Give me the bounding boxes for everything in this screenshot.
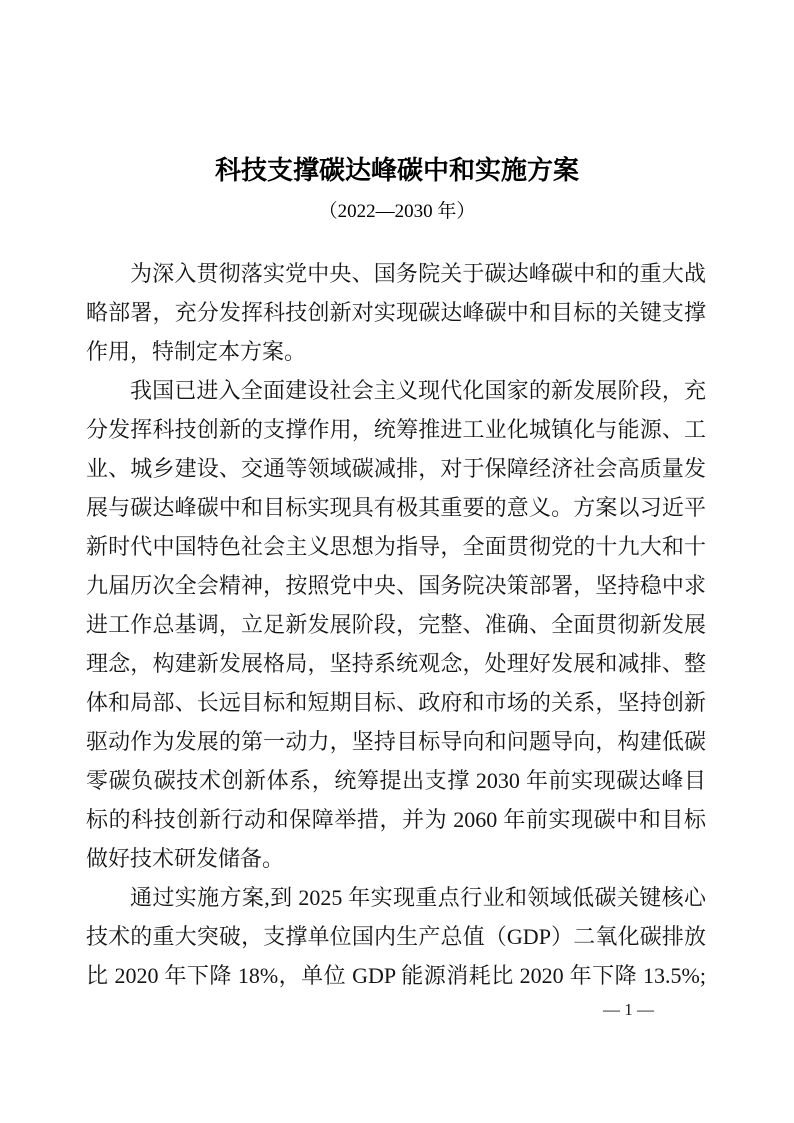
body-line: 标的科技创新行动和保障举措，并为 2060 年前实现碳中和目标 [86,807,706,832]
body-line: 为深入贯彻落实党中央、国务院关于碳达峰碳中和的重大战 [130,261,706,286]
body-line: 九届历次全会精神，按照党中央、国务院决策部署，坚持稳中求 [86,573,706,598]
body-line: 新时代中国特色社会主义思想为指导，全面贯彻党的十九大和十 [86,534,706,559]
paragraph [86,878,706,995]
body-line: 体和局部、长远目标和短期目标、政府和市场的关系，坚持创新 [86,690,706,715]
body-line: 分发挥科技创新的支撑作用，统筹推进工业化城镇化与能源、工 [86,417,706,442]
body-line: 比 2020 年下降 18%，单位 GDP 能源消耗比 2020 年下降 13.5%; [86,963,706,988]
document-body [86,254,706,995]
document-subtitle: （2022—2030 年） [318,201,476,222]
body-line: 作用，特制定本方案。 [86,339,307,364]
body-line: 技术的重大突破，支撑单位国内生产总值（GDP）二氧化碳排放 [86,924,706,949]
body-line: 展与碳达峰碳中和目标实现具有极其重要的意义。方案以习近平 [86,495,706,520]
body-line: 驱动作为发展的第一动力，坚持目标导向和问题导向，构建低碳 [86,729,706,754]
body-line: 做好技术研发储备。 [86,846,285,871]
body-line: 我国已进入全面建设社会主义现代化国家的新发展阶段，充 [130,378,706,403]
body-line: 零碳负碳技术创新体系，统筹提出支撑 2030 年前实现碳达峰目 [86,768,706,793]
body-line: 理念，构建新发展格局，坚持系统观念，处理好发展和减排、整 [86,651,706,676]
paragraph [86,254,706,371]
paragraph [86,371,706,878]
body-line: 业、城乡建设、交通等领域碳减排，对于保障经济社会高质量发 [86,456,706,481]
body-line: 通过实施方案,到 2025 年实现重点行业和领域低碳关键核心 [130,885,706,910]
document-title: 科技支撑碳达峰碳中和实施方案 [214,156,579,185]
body-line: 进工作总基调，立足新发展阶段，完整、准确、全面贯彻新发展 [86,612,706,637]
page-number: — 1 — [603,1000,654,1019]
body-line: 略部署，充分发挥科技创新对实现碳达峰碳中和目标的关键支撑 [86,300,706,325]
